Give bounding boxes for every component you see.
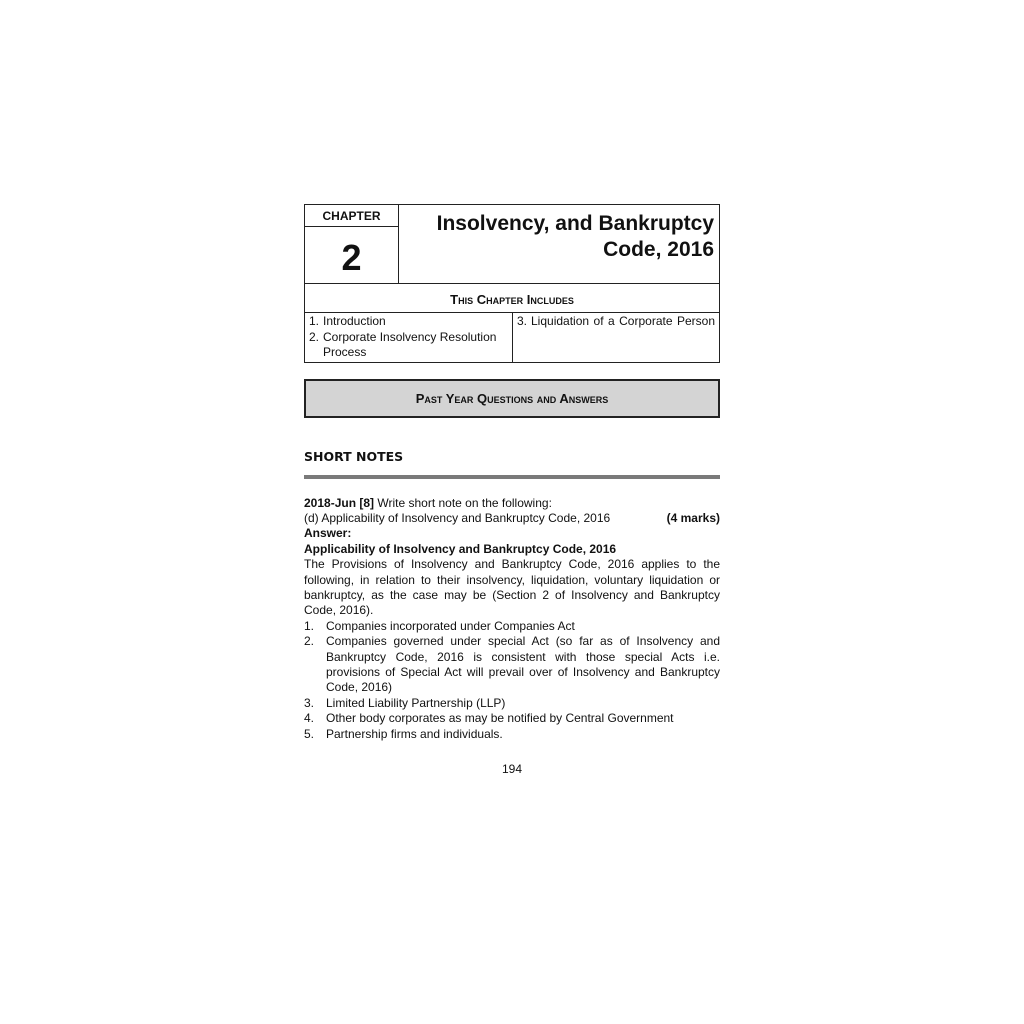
- section-divider: [304, 475, 720, 479]
- chapter-title: [414, 211, 714, 263]
- list-item-number: 2.: [304, 634, 315, 649]
- chapter-title-line-2: Code, 2016: [603, 238, 714, 261]
- list-item-text: Partnership firms and individuals.: [326, 726, 503, 741]
- answer-list-item: [304, 696, 720, 711]
- list-item-number: 5.: [304, 726, 315, 741]
- list-item-text: Companies incorporated under Companies Act: [326, 618, 575, 633]
- includes-item-number: 1.: [309, 314, 320, 328]
- answer-list-item: [304, 634, 720, 696]
- includes-column-left: [305, 313, 513, 362]
- question-marks: (4 marks): [666, 510, 720, 525]
- answer-list-item: [304, 711, 720, 726]
- list-item-number: 4.: [304, 711, 315, 726]
- chapter-label: CHAPTER: [305, 205, 399, 227]
- answer-label: Answer:: [304, 526, 352, 541]
- answer-list-item: [304, 619, 720, 634]
- includes-item-number: 2.: [309, 329, 320, 344]
- list-item-number: 3.: [304, 695, 315, 710]
- includes-item: [517, 314, 715, 330]
- includes-item-text: Introduction: [323, 314, 386, 328]
- question-part: (d) Applicability of Insolvency and Bankruptcy Code, 2016: [304, 510, 611, 525]
- chapter-includes-table: [304, 284, 720, 363]
- question-ref: 2018-Jun [8]: [304, 495, 375, 510]
- answer-list-item: [304, 727, 720, 742]
- chapter-title-line-1: Insolvency, and Bankruptcy: [436, 212, 714, 235]
- includes-column-right: [513, 313, 719, 362]
- question-answer-content: [304, 496, 720, 743]
- answer-heading: Applicability of Insolvency and Bankruptcy Code, 2016: [304, 541, 617, 556]
- chapter-includes-body: [305, 313, 719, 362]
- document-page: [304, 204, 720, 776]
- past-year-banner: Past Year Questions and Answers: [304, 379, 720, 418]
- section-heading: SHORT NOTES: [304, 448, 404, 464]
- list-item-text: Other body corporates as may be notified by Central Government: [326, 711, 674, 726]
- question-intro-text: Write short note on the following:: [374, 495, 552, 510]
- chapter-header: [304, 204, 720, 284]
- includes-item-text: Corporate Insolvency Resolution Process: [323, 329, 497, 359]
- includes-item: [309, 330, 508, 361]
- answer-paragraph: The Provisions of Insolvency and Bankruptcy Code, 2016 applies to the following, in relation to their insolvency, liquidation, voluntary liquidation or bankruptcy, as the case may be (Section 2 of Insolvency and Bankruptcy Code, 2016).: [304, 557, 720, 618]
- page-number: 194: [501, 762, 523, 776]
- chapter-includes-heading: This Chapter Includes: [305, 284, 719, 313]
- includes-item-text: Liquidation of a Corporate Person: [531, 314, 715, 328]
- includes-item-number: 3.: [517, 314, 528, 328]
- question-intro: [304, 496, 720, 511]
- list-item-text: Companies governed under special Act (so far as of Insolvency and Bankruptcy Code, 2016 is consistent with those special Acts i.e. provisions of Special Act will prevail over of Insolvency and Bankruptcy Code, 2016): [326, 634, 720, 695]
- includes-item: [309, 314, 508, 330]
- list-item-text: Limited Liability Partnership (LLP): [326, 695, 506, 710]
- list-item-number: 1.: [304, 618, 315, 633]
- question-part-row: [304, 511, 720, 526]
- chapter-number: 2: [305, 227, 399, 284]
